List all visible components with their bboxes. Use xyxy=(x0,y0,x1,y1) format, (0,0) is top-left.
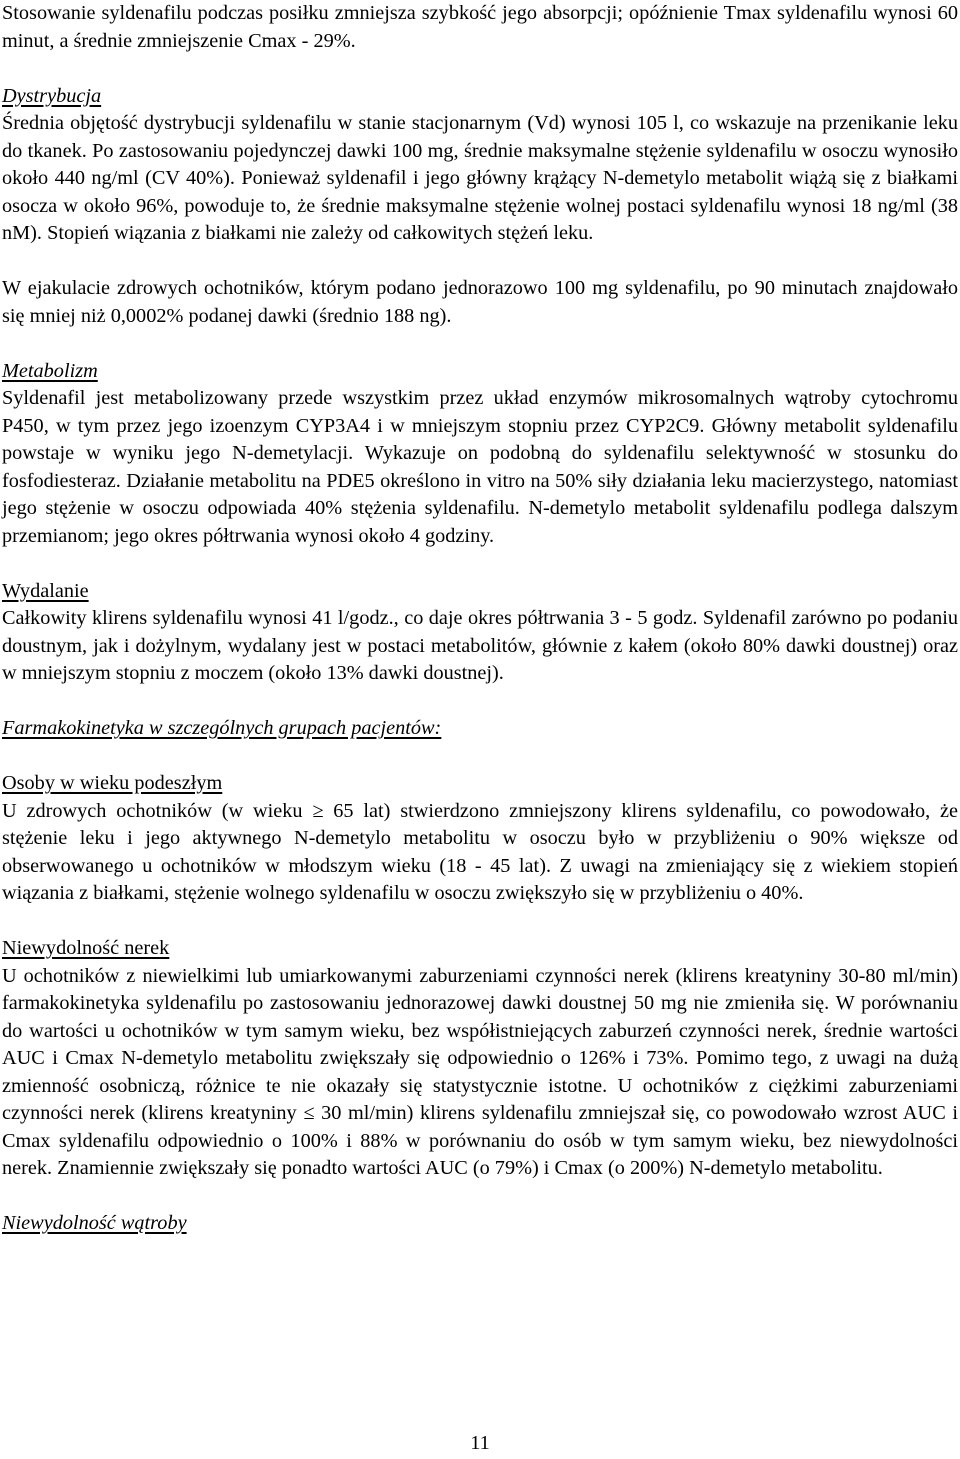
intro-paragraph: Stosowanie syldenafilu podczas posiłku zmniejsza szybkość jego absorpcji; opóźnienie Tmax syldenafilu wynosi 60 minut, a średnie zmniejszenie Cmax - 29%. xyxy=(2,2,958,52)
elderly-text-end: 65 lat) stwierdzono zmniejszony klirens syldenafilu, co powodowało, że stężenie leku i jego aktywnego N-demetylo metabolitu w osoczu było w przybliżeniu o 90% większe od obserwowanego u ochotników w młodszym wieku (18 - 45 lat). Z uwagi na zmieniający się z wiekiem stopień wiązania z białkami, stężenie wolnego syldenafilu w osoczu zwiększyło się w przybliżeniu o 40%. xyxy=(2,799,958,904)
less-or-equal-symbol: ≤ xyxy=(303,1102,315,1124)
elderly-text-start: U zdrowych ochotników (w wieku xyxy=(2,799,313,822)
renal-heading: Niewydolność nerek xyxy=(2,937,170,959)
elderly-paragraph xyxy=(2,798,958,908)
paragraph-gap xyxy=(2,330,958,358)
metabolism-paragraph: Syldenafil jest metabolizowany przede wszystkim przez układ enzymów mikrosomalnych wątroby cytochromu P450, w tym przez jego izoenzym CYP3A4 i w mniejszym stopniu przez CYP2C9. Główny metabolit syldenafilu powstaje w wyniku jego N-demetylacji. Wykazuje on podobną do syldenafilu selektywność w stosunku do fosfodiesteraz. Działanie metabolitu na PDE5 określono in vitro na 50% siły działania leku macierzystego, natomiast jego stężenie w osoczu odpowiada 40% stężenia syldenafilu. N-demetylo metabolit syldenafilu podlega dalszym przemianom; jego okres półtrwania wynosi około 4 godziny. xyxy=(2,387,958,547)
paragraph-gap xyxy=(2,908,958,936)
elimination-heading: Wydalanie xyxy=(2,579,89,602)
paragraph-gap xyxy=(2,55,958,83)
paragraph-gap xyxy=(2,1183,958,1211)
elderly-heading: Osoby w wieku podeszłym xyxy=(2,772,223,794)
renal-text-end: 30 ml/min) klirens syldenafilu zmniejszał się, co powodowało wzrost AUC i Cmax syldenafilu odpowiednio o 100% i 88% w porównaniu do osób w tym samym wieku, bez niewydolności nerek. Znamiennie zwiększały się ponadto wartości AUC (o 79%) i Cmax (o 200%) N-demetylo metabolitu. xyxy=(2,1102,958,1179)
metabolism-heading: Metabolizm xyxy=(2,359,98,382)
document-page xyxy=(2,0,958,1238)
semen-paragraph: W ejakulacie zdrowych ochotników, którym podano jednorazowo 100 mg syldenafilu, po 90 minutach znajdowało się mniej niż 0,0002% podanej dawki (średnio 188 ng). xyxy=(2,277,958,327)
page-number: 11 xyxy=(470,1432,490,1454)
renal-text-start: U ochotników z niewielkimi lub umiarkowanymi zaburzeniami czynności nerek (klirens kreatyniny 30-80 ml/min) farmakokinetyka syldenafilu po zastosowaniu jednorazowej dawki doustnej 50 mg nie zmieniła się. W porównaniu do wartości u ochotników w tym samym wieku, bez współistniejących zaburzeń czynności nerek, średnie wartości AUC i Cmax N-demetylo metabolitu zwiększały się odpowiednio o 126% i 73%. Pomimo tego, z uwagi na dużą zmienność osobniczą, różnice te nie okazały się statystycznie istotne. U ochotników z ciężkimi zaburzeniami czynności nerek (klirens kreatyniny xyxy=(2,964,958,1124)
paragraph-gap xyxy=(2,688,958,716)
renal-paragraph xyxy=(2,963,958,1183)
paragraph-gap xyxy=(2,743,958,771)
paragraph-gap xyxy=(2,248,958,276)
greater-or-equal-symbol: ≥ xyxy=(312,799,324,822)
paragraph-gap xyxy=(2,550,958,578)
special-groups-heading: Farmakokinetyka w szczególnych grupach pacjentów: xyxy=(2,717,442,739)
distribution-paragraph: Średnia objętość dystrybucji syldenafilu w stanie stacjonarnym (Vd) wynosi 105 l, co wskazuje na przenikanie leku do tkanek. Po zastosowaniu pojedynczej dawki 100 mg, średnie maksymalne stężenie syldenafilu w osoczu wynosiło około 440 ng/ml (CV 40%). Ponieważ syldenafil i jego główny krążący N-demetylo metabolit wiążą się z białkami osocza w około 96%, powoduje to, że średnie maksymalne stężenie wolnej postaci syldenafilu wynosi 18 ng/ml (38 nM). Stopień wiązania z białkami nie zależy od całkowitych stężeń leku. xyxy=(2,112,958,244)
elimination-paragraph: Całkowity klirens syldenafilu wynosi 41 l/godz., co daje okres półtrwania 3 - 5 godz. Syldenafil zarówno po podaniu doustnym, jak i dożylnym, wydalany jest w postaci metabolitów, głównie z kałem (około 80% dawki doustnej) oraz w mniejszym stopniu z moczem (około 13% dawki doustnej). xyxy=(2,607,958,684)
distribution-heading: Dystrybucja xyxy=(2,84,102,107)
hepatic-heading: Niewydolność wątroby xyxy=(2,1212,187,1234)
